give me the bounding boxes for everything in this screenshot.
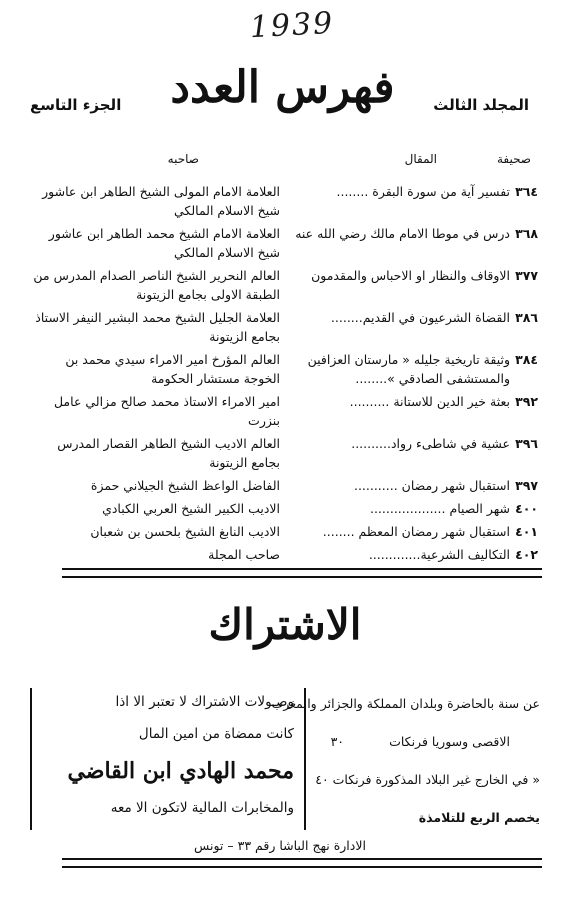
toc-row	[30, 476, 538, 495]
toc-author: صاحب المجلة	[208, 547, 280, 562]
treasurer-notice-box	[30, 688, 306, 830]
toc-page-number: ٣٩٢	[515, 394, 538, 409]
toc-row	[30, 182, 538, 220]
toc-author: العالم النحرير الشيخ الناصر الصدام المدرس من الطبقة الاولى بجامع الزيتونة	[33, 268, 280, 302]
notice-line: والمخابرات المالية لاتكون الا معه	[110, 800, 294, 816]
toc-article: الاوقاف والنظار او الاحباس والمقدمون	[311, 268, 510, 283]
toc-page-number: ٣٩٧	[515, 478, 538, 493]
page-title: فهرس العدد	[170, 62, 395, 113]
toc-row	[30, 499, 538, 518]
rate-line: الاقصى وسوريا فرنكات	[389, 734, 510, 749]
toc-author: العلامة الامام الشيخ محمد الطاهر ابن عاشور شيخ الاسلام المالكي	[48, 226, 280, 260]
toc-author: العلامة الجليل الشيخ محمد البشير النيفر الاستاذ بجامع الزيتونة	[35, 310, 280, 344]
handwritten-year: 1939	[248, 5, 336, 46]
rate-line: عن سنة بالحاضرة وبلدان المملكة والجزائر والمغرب	[271, 696, 540, 711]
notice-line: كانت ممضاة من امين المال	[138, 726, 294, 742]
toc-author: الاديب النابغ الشيخ بلحسن بن شعبان	[90, 524, 280, 539]
toc-author: امير الامراء الاستاذ محمد صالح مزالي عامل بنزرت	[53, 394, 280, 428]
toc-author: الاديب الكبير الشيخ العربي الكبادي	[102, 501, 280, 516]
toc-page-number: ٤٠٢	[515, 547, 538, 562]
administration-address: الادارة نهج الباشا رقم ٣٣ – تونس	[194, 838, 366, 853]
toc-article: وثيقة تاريخية جليله « مارستان العزافين والمستشفى الصادقي »........	[307, 352, 510, 386]
column-header-author: صاحبه	[167, 152, 199, 166]
subscription-title: الاشتراك	[208, 600, 362, 649]
toc-author: العلامة الامام المولى الشيخ الطاهر ابن عاشور شيخ الاسلام المالكي	[42, 184, 280, 218]
student-discount: يخصم الربع للتلامذة	[418, 810, 540, 825]
table-of-contents	[30, 182, 538, 568]
toc-article: استقبال شهر رمضان المعظم ........	[322, 524, 510, 539]
toc-author: العالم المؤرخ امير الامراء سيدي محمد بن الخوجة مستشار الحكومة	[65, 352, 280, 386]
toc-article: القضاة الشرعيون في القديم........	[330, 310, 510, 325]
toc-row	[30, 350, 538, 388]
ornamental-divider	[62, 568, 542, 578]
toc-row	[30, 434, 538, 472]
toc-page-number: ٣٦٤	[515, 184, 538, 199]
toc-page-number: ٣٧٧	[515, 268, 538, 283]
column-header-page: صحيفة	[496, 152, 531, 166]
part-label: الجزء التاسع	[30, 96, 122, 114]
toc-row	[30, 266, 538, 304]
toc-page-number: ٣٩٦	[515, 436, 538, 451]
toc-row	[30, 392, 538, 430]
ornamental-divider	[62, 858, 542, 868]
toc-row	[30, 522, 538, 541]
toc-page-number: ٣٨٤	[515, 352, 538, 367]
rate-line: « في الخارج غير البلاد المذكورة فرنكات ٤٠	[315, 772, 540, 787]
toc-row	[30, 545, 538, 564]
toc-row	[30, 308, 538, 346]
toc-article: تفسير آية من سورة البقرة ........	[336, 184, 510, 199]
toc-article: بعثة خير الدين للاستانة ..........	[349, 394, 510, 409]
volume-label: المجلد الثالث	[433, 96, 529, 114]
toc-page-number: ٣٨٦	[515, 310, 538, 325]
toc-author: العالم الاديب الشيخ الطاهر القصار المدرس بجامع الزيتونة	[57, 436, 280, 470]
toc-author: الفاضل الواعظ الشيخ الجيلاني حمزة	[90, 478, 280, 493]
toc-article: التكاليف الشرعية.............	[368, 547, 510, 562]
column-header-article: المقال	[404, 152, 437, 166]
toc-article: استقبال شهر رمضان ...........	[353, 478, 510, 493]
notice-line: وصـولات الاشتراك لا تعتبر الا اذا	[115, 694, 294, 710]
toc-page-number: ٤٠١	[515, 524, 538, 539]
toc-row	[30, 224, 538, 262]
toc-page-number: ٣٦٨	[515, 226, 538, 241]
toc-article: درس في موطا الامام مالك رضي الله عنه	[295, 226, 510, 241]
toc-article: عشية في شاطىء رواد..........	[351, 436, 510, 451]
treasurer-name: محمد الهادي ابن القاضي	[67, 758, 294, 784]
rate-amount: ٣٠	[330, 734, 344, 749]
toc-article: شهر الصيام ...................	[369, 501, 510, 516]
toc-page-number: ٤٠٠	[515, 501, 538, 516]
